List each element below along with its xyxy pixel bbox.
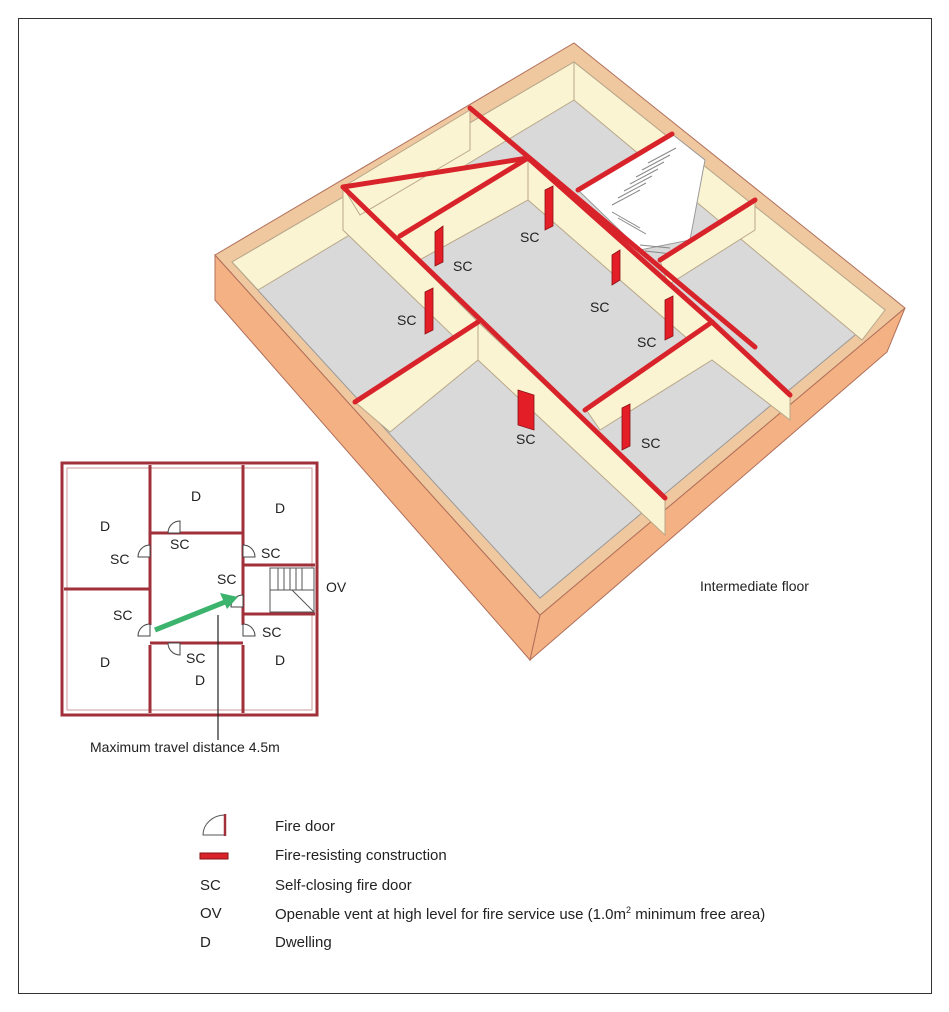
plan-label-sc-bottom: SC xyxy=(186,650,206,666)
legend-text xyxy=(275,905,765,923)
iso-door-1 xyxy=(435,226,443,266)
iso-door-3 xyxy=(425,288,433,334)
legend-symbol: SC xyxy=(200,877,221,894)
iso-label-sc-4: SC xyxy=(590,299,610,315)
plan-label-d-right-top: D xyxy=(275,500,286,516)
plan-label-sc-right-upper: SC xyxy=(261,545,281,561)
legend-fire-wall-symbol xyxy=(200,853,228,859)
iso-label-sc-3: SC xyxy=(397,312,417,328)
iso-door-4 xyxy=(612,250,620,285)
floor-caption: Intermediate floor xyxy=(700,578,809,594)
iso-label-sc-2: SC xyxy=(520,229,540,245)
iso-label-sc-6: SC xyxy=(516,431,536,447)
plan-label-sc-right-lower: SC xyxy=(262,624,282,640)
legend-text-superscript: 2 xyxy=(626,905,632,915)
plan-label-d-bottom-left: D xyxy=(100,654,111,670)
iso-door-5 xyxy=(665,296,673,340)
iso-door-7 xyxy=(622,404,630,450)
plan-label-ov: OV xyxy=(326,579,347,595)
travel-distance-caption: Maximum travel distance 4.5m xyxy=(90,739,280,755)
legend-symbol: OV xyxy=(200,905,222,922)
iso-label-sc-5: SC xyxy=(637,334,657,350)
legend-fire-door-symbol xyxy=(203,814,225,836)
legend-text-part: minimum free area) xyxy=(631,906,766,923)
legend-text: Self-closing fire door xyxy=(275,877,412,894)
legend-text: Fire-resisting construction xyxy=(275,847,447,864)
plan-label-sc-left-upper: SC xyxy=(110,551,130,567)
plan-label-d-left: D xyxy=(100,518,111,534)
legend-text: Dwelling xyxy=(275,934,332,951)
legend-text-part: Openable vent at high level for fire service use (1.0m xyxy=(275,906,627,923)
plan-label-sc-centre: SC xyxy=(217,571,237,587)
plan-label-sc-top: SC xyxy=(170,536,190,552)
iso-label-sc-1: SC xyxy=(453,258,473,274)
iso-door-6 xyxy=(518,390,534,430)
plan-label-d-top: D xyxy=(191,488,202,504)
plan-label-d-bottom: D xyxy=(195,672,206,688)
iso-label-sc-7: SC xyxy=(641,435,661,451)
plan-label-d-bottom-right: D xyxy=(275,652,286,668)
legend-text: Fire door xyxy=(275,818,336,835)
iso-door-2 xyxy=(545,186,553,230)
legend-symbol: D xyxy=(200,934,211,951)
plan-label-sc-left-lower: SC xyxy=(113,607,133,623)
